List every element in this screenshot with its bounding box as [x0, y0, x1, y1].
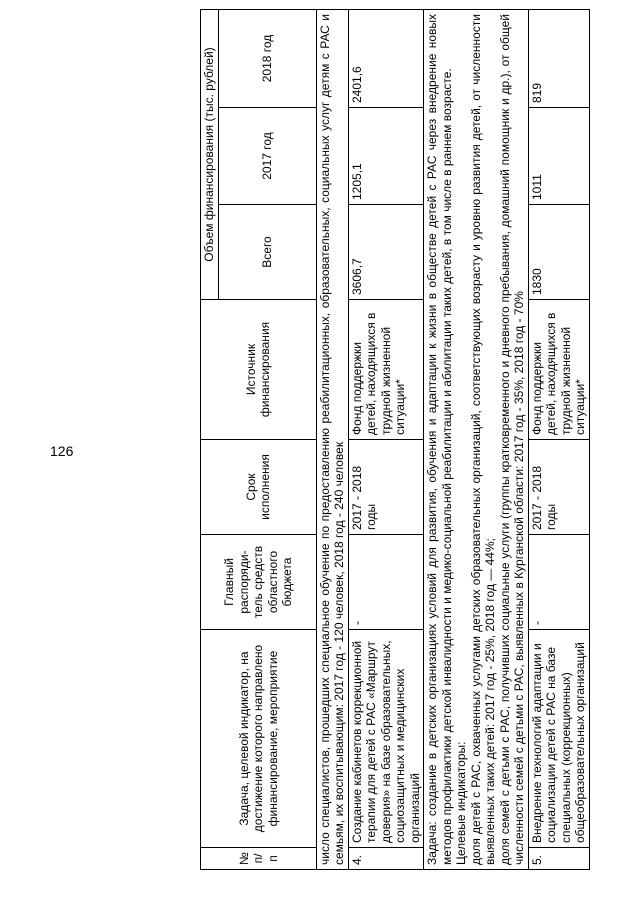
- header-manager: Главный распоряди-тель средств областного бюджета: [201, 535, 317, 630]
- financing-table: [200, 9, 590, 870]
- header-num: № п/п: [201, 848, 317, 870]
- row-source: Фонд поддержки детей, находящихся в трудной жизненной ситуации*: [528, 300, 589, 440]
- note-task: Задача: создание в детских организациях условий для развития, обучения и адаптации к жизни в обществе детей с РАС через внедрение новых методов профилактики детской инвалидности и медико-социальной реабилитации и абилитации таких детей, в том числе в раннем возрасте.: [425, 13, 454, 865]
- row-manager: -: [528, 535, 589, 630]
- note-task-indicators: [424, 9, 529, 869]
- row-num: 4.: [348, 848, 424, 870]
- header-row-1: [201, 9, 219, 869]
- row-num: 5.: [528, 848, 589, 870]
- row-2017: 1205,1: [348, 108, 424, 205]
- row-manager: -: [348, 535, 424, 630]
- note-row-2: [424, 9, 529, 869]
- row-task: Внедрение технологий адаптации и социализации детей с РАС на базе специальных (коррекционных) общеобразовательных организаций: [528, 630, 589, 848]
- note-indicator-2: доля семей с детьми с РАС, получивших социальные услуги (группы кратковременного и дневного пребывания, домашний помощник и др.), от общей численности семей с детьми с РАС, выявленных в Курганской области: 2017 год - 35%, 2018 год - 70%: [497, 13, 526, 865]
- header-2017: 2017 год: [218, 108, 316, 205]
- note-specialists: число специалистов, прошедших специальное обучение по предоставлению реабилитационных, образовательных, социальных услуг детям с РАС и семьям, их воспитывающим: 2017 год - 120 человек, 2018 год - 240 человек: [316, 9, 348, 869]
- note-indicator-1: доля детей с РАС, охваченных услугами детских образовательных организаций, соответствующих возрасту и уровню развития детей, от численности выявленных таких детей: 2017 год - 25%, 2018 год — 44%;: [468, 13, 497, 865]
- header-total: Всего: [218, 205, 316, 300]
- rotated-table-container: [200, 10, 620, 870]
- row-2018: 819: [528, 9, 589, 107]
- row-term: 2017 - 2018 годы: [528, 440, 589, 535]
- header-2018: 2018 год: [218, 9, 316, 107]
- header-volume: Объем финансирования (тыс. рублей): [201, 9, 219, 299]
- row-total: 1830: [528, 205, 589, 300]
- header-source: Источник финансирования: [201, 300, 317, 440]
- note-indicators-title: Целевые индикаторы:: [454, 741, 468, 865]
- header-task: Задача, целевой индикатор, на достижение которого направлено финансирование, мероприятие: [201, 630, 317, 848]
- row-total: 3606,7: [348, 205, 424, 300]
- row-task: Создание кабинетов коррекционной терапии для детей с РАС «Маршрут доверия» на базе образовательных, социозащитных и медицинских организаций: [348, 630, 424, 848]
- row-term: 2017 - 2018 годы: [348, 440, 424, 535]
- table-row: [528, 9, 589, 869]
- header-term: Срок исполнения: [201, 440, 317, 535]
- note-row-1: [316, 9, 348, 869]
- table-row: [348, 9, 424, 869]
- row-2017: 1011: [528, 108, 589, 205]
- page-number: 126: [50, 443, 74, 459]
- row-source: Фонд поддержки детей, находящихся в трудной жизненной ситуации*: [348, 300, 424, 440]
- row-2018: 2401,6: [348, 9, 424, 107]
